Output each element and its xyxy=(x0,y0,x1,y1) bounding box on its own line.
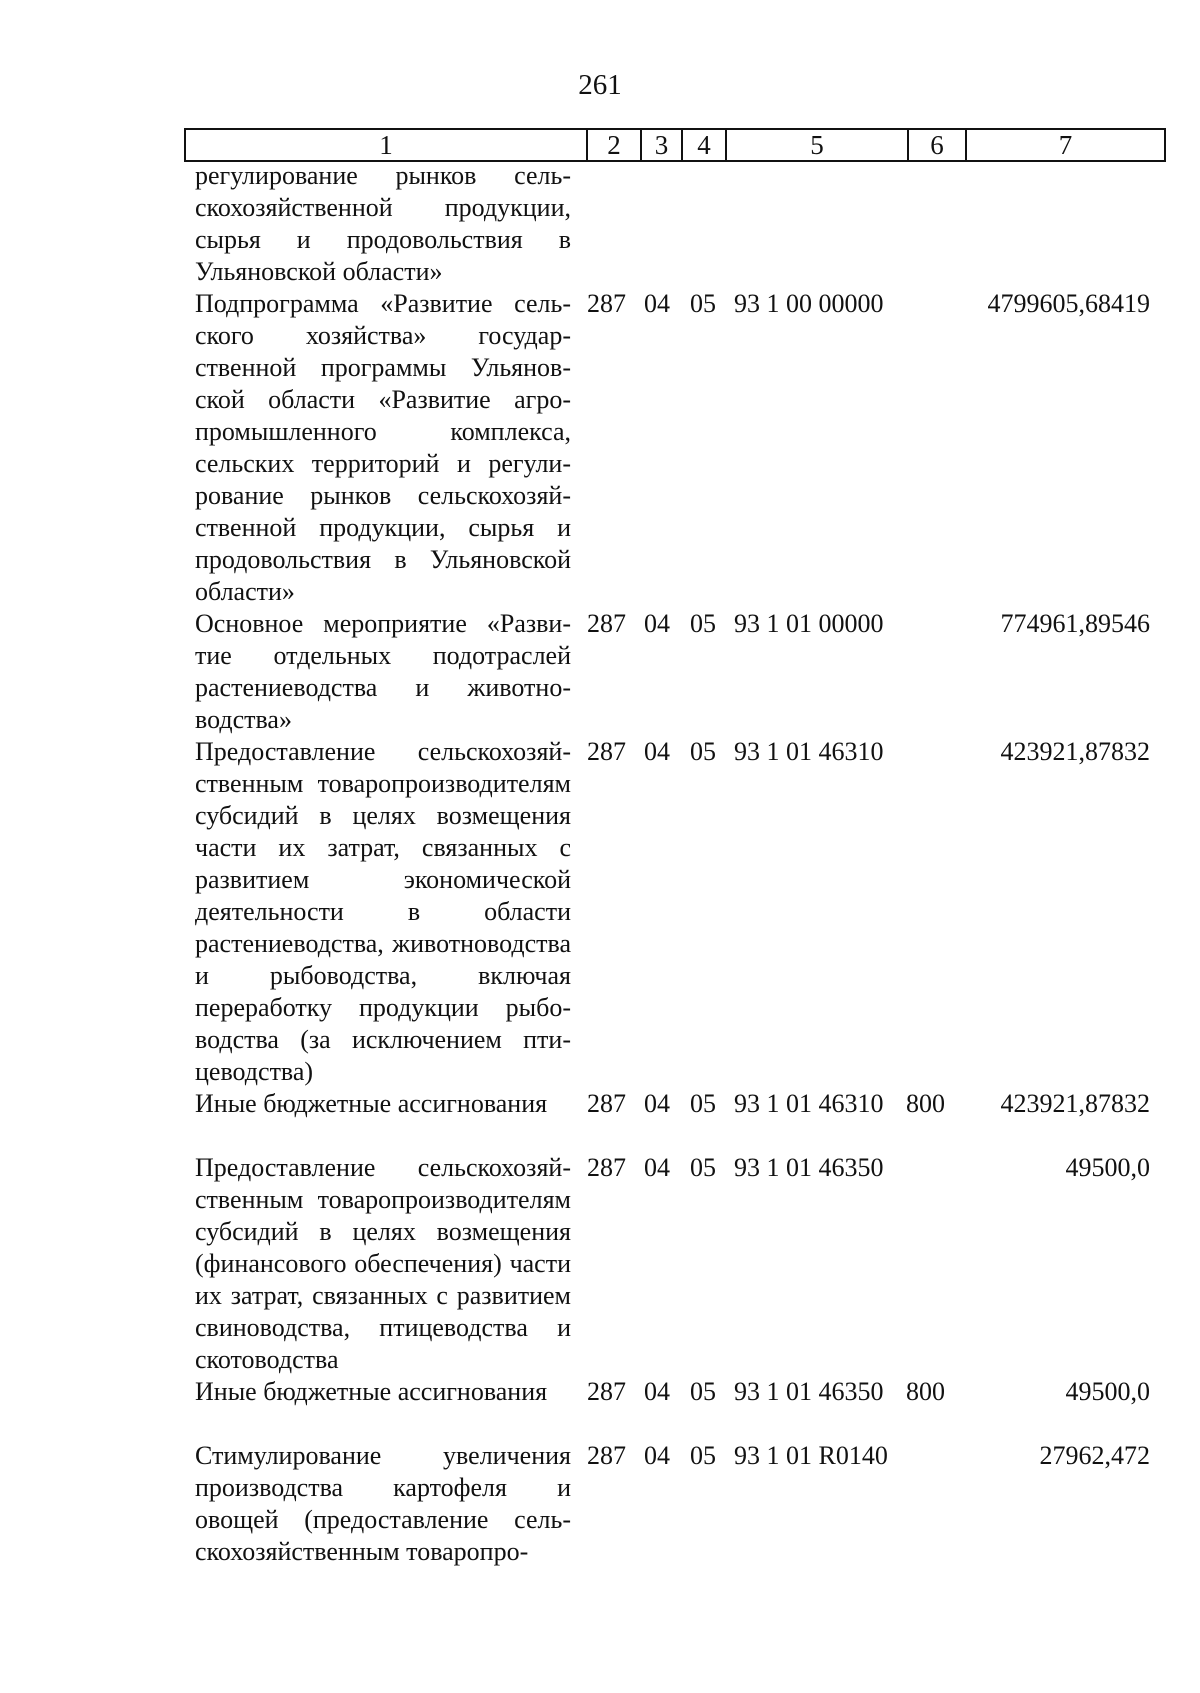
table-row xyxy=(0,288,1200,608)
row-col-7: 774961,89546 xyxy=(1000,609,1150,638)
column-header-3: 3 xyxy=(642,130,683,160)
table-row xyxy=(0,160,1200,288)
row-col-3: 04 xyxy=(644,1089,670,1118)
row-col-5: 93 1 01 R0140 xyxy=(734,1441,888,1470)
row-col-3: 04 xyxy=(644,289,670,318)
table-row xyxy=(0,1152,1200,1376)
row-description: Подпрограмма «Развитие сельского хозяйства» государственной программы Ульяновской области «Развитие агропромышленного комплекса, сельских территорий и регулирование рынков сельскохозяйственной продукции, сырья и продовольствия в Ульяновской области» xyxy=(195,289,571,606)
column-header-4: 4 xyxy=(683,130,727,160)
row-col-4: 05 xyxy=(690,1089,716,1118)
row-col-2: 287 xyxy=(587,1441,626,1470)
row-description: Предоставление сельскохозяйственным товаропроизводителям субсидий в целях возмещения части их затрат, связанных с развитием экономической деятельности в области растениеводства, животноводства и рыбоводства, включая переработку продукции рыбоводства (за исключением птицеводства) xyxy=(195,737,571,1086)
row-col-7: 4799605,68419 xyxy=(987,289,1150,318)
row-col-5: 93 1 00 00000 xyxy=(734,289,884,318)
row-col-2: 287 xyxy=(587,289,626,318)
table-body xyxy=(0,160,1200,1568)
row-col-4: 05 xyxy=(690,1153,716,1182)
table-row xyxy=(0,736,1200,1088)
row-description: Иные бюджетные ассигнования xyxy=(195,1089,548,1118)
row-col-2: 287 xyxy=(587,1089,626,1118)
row-description: Предоставление сельскохозяйственным товаропроизводителям субсидий в целях возмещения (финансового обеспечения) части их затрат, связанных с развитием свиноводства, птицеводства и скотоводства xyxy=(195,1153,571,1374)
row-col-2: 287 xyxy=(587,737,626,766)
row-col-3: 04 xyxy=(644,1153,670,1182)
row-col-6: 800 xyxy=(906,1089,945,1118)
row-description: Иные бюджетные ассигнования xyxy=(195,1377,548,1406)
row-col-4: 05 xyxy=(690,737,716,766)
row-col-7: 27962,472 xyxy=(1039,1441,1150,1470)
row-col-2: 287 xyxy=(587,1377,626,1406)
table-header xyxy=(184,128,1166,162)
row-col-5: 93 1 01 00000 xyxy=(734,609,884,638)
row-col-3: 04 xyxy=(644,1441,670,1470)
row-col-7: 49500,0 xyxy=(1065,1377,1150,1406)
table-row xyxy=(0,608,1200,736)
row-col-2: 287 xyxy=(587,1153,626,1182)
column-header-6: 6 xyxy=(909,130,967,160)
row-col-5: 93 1 01 46350 xyxy=(734,1377,884,1406)
column-header-7: 7 xyxy=(1058,130,1073,160)
row-col-3: 04 xyxy=(644,609,670,638)
row-col-5: 93 1 01 46310 xyxy=(734,737,884,766)
table-row xyxy=(0,1440,1200,1568)
column-header-2: 2 xyxy=(588,130,642,160)
row-col-5: 93 1 01 46350 xyxy=(734,1153,884,1182)
table-row xyxy=(0,1088,1200,1152)
row-col-2: 287 xyxy=(587,609,626,638)
table-row xyxy=(0,1376,1200,1440)
row-col-4: 05 xyxy=(690,1441,716,1470)
row-col-5: 93 1 01 46310 xyxy=(734,1089,884,1118)
row-col-3: 04 xyxy=(644,1377,670,1406)
row-col-4: 05 xyxy=(690,289,716,318)
row-description: Основное мероприятие «Развитие отдельных подотраслей растениеводства и животноводства» xyxy=(195,609,571,734)
row-col-7: 423921,87832 xyxy=(1000,1089,1150,1118)
row-col-6: 800 xyxy=(906,1377,945,1406)
row-description: Стимулирование увеличения производства картофеля и овощей (предоставление сельскохозяйственным товаропро- xyxy=(195,1441,571,1566)
page-number: 261 xyxy=(578,69,622,101)
row-col-4: 05 xyxy=(690,609,716,638)
column-header-1: 1 xyxy=(186,130,588,160)
row-description: регулирование рынков сельскохозяйственной продукции, сырья и продовольствия в Ульяновской области» xyxy=(195,161,571,286)
column-header-5: 5 xyxy=(727,130,909,160)
row-col-7: 423921,87832 xyxy=(1000,737,1150,766)
row-col-7: 49500,0 xyxy=(1065,1153,1150,1182)
row-col-4: 05 xyxy=(690,1377,716,1406)
row-col-3: 04 xyxy=(644,737,670,766)
